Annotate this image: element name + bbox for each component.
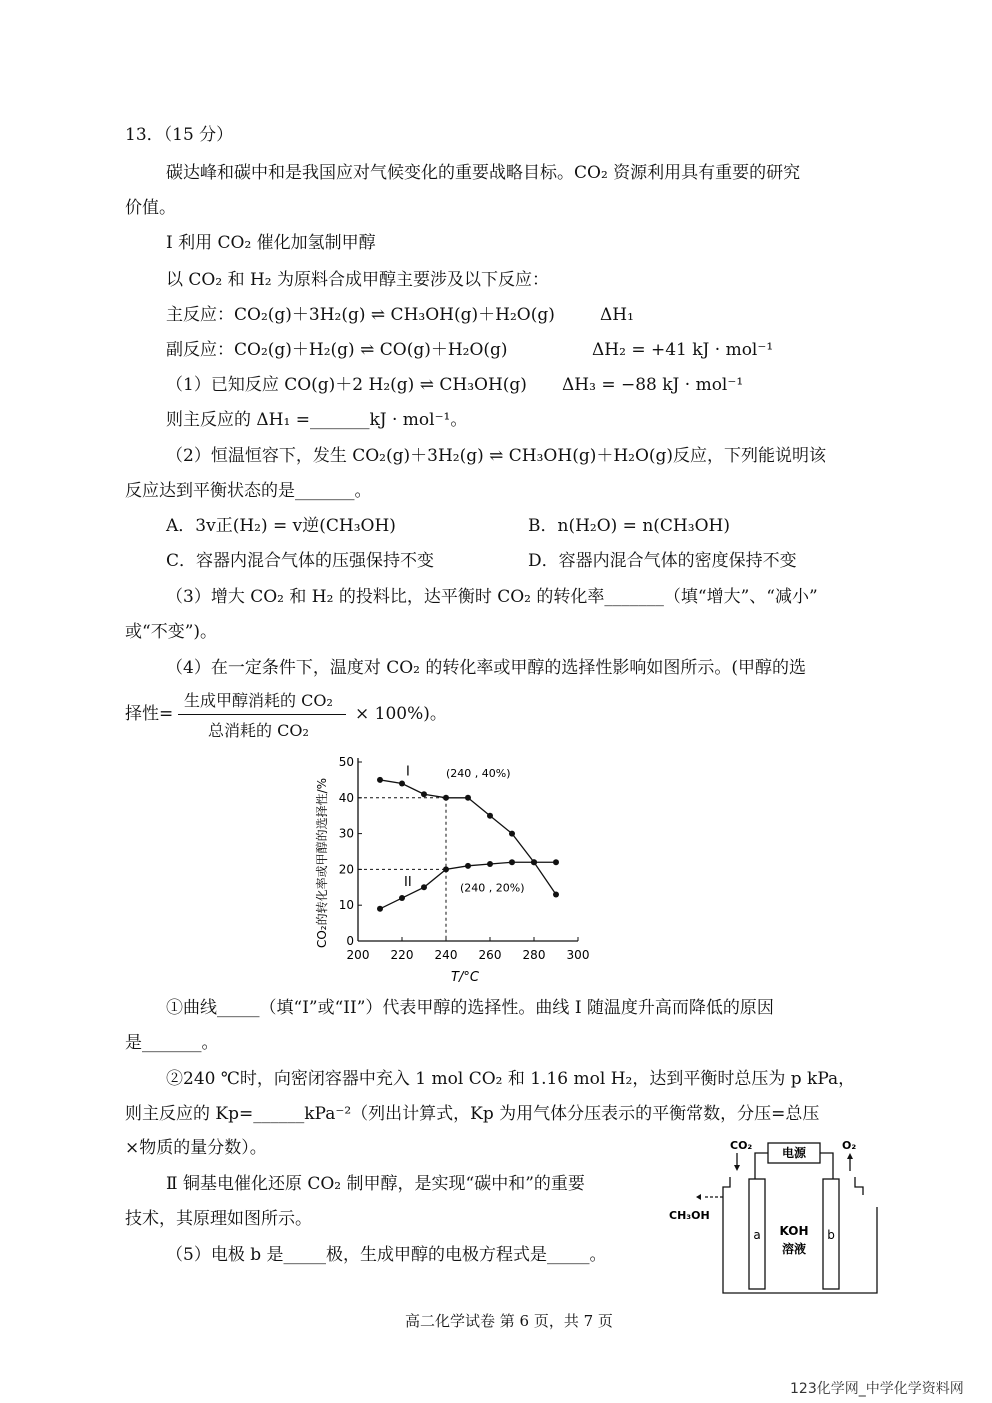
chart-point-II-220	[399, 895, 405, 901]
chart-x-tick-label-260: 260	[478, 948, 502, 962]
q2-option-b: B．n(H₂O) = n(CH₃OH)	[528, 516, 730, 536]
chart-x-axis-label: T/°C	[451, 970, 479, 985]
page-footer: 高二化学试卷 第 6 页，共 7 页	[405, 1312, 613, 1330]
q2-option-c: C．容器内混合气体的压强保持不变	[166, 551, 435, 571]
side-reaction-label: 副反应：	[166, 340, 234, 360]
electrode-a-label: a	[753, 1228, 761, 1242]
q4-2-text: ②240 ℃时，向密闭容器中充入 1 mol CO₂ 和 1.16 mol H₂，达到平衡时总压为 p kPa，	[166, 1069, 856, 1089]
q4-2-text-3: ×物质的量分数）。	[125, 1138, 267, 1158]
q5-text: （5）电极 b 是_____极，生成甲醇的电极方程式是_____。	[166, 1245, 607, 1265]
main-reaction-enthalpy: ΔH₁	[600, 305, 634, 325]
side-reaction-equation: CO₂(g)＋H₂(g) ⇌ CO(g)＋H₂O(g)	[234, 340, 508, 360]
chart-point-I-220	[399, 780, 405, 786]
chart-point-II-210	[377, 906, 383, 912]
chart-point-I-270	[509, 831, 515, 837]
q3-text-2: 或“不变”)。	[125, 622, 218, 642]
fraction-denominator: 总消耗的 CO₂	[208, 721, 309, 740]
part2-text-2: 技术，其原理如图所示。	[125, 1209, 312, 1229]
wire-right	[820, 1153, 833, 1179]
q2-option-a: A．3v正(H₂) = v逆(CH₃OH)	[166, 516, 396, 536]
o2-arrowhead-icon	[847, 1153, 853, 1159]
q4-1-text: ①曲线_____（填“I”或“II”）代表甲醇的选择性。曲线 I 随温度升高而降低的原因	[166, 998, 774, 1018]
chart-point-II-270	[509, 859, 515, 865]
chart-point-I-290	[553, 891, 559, 897]
q4-2-text-2: 则主反应的 Kp=______kPa⁻²（列出计算式，Kp 为用气体分压表示的平衡常数，分压=总压	[125, 1104, 820, 1124]
chart-y-tick-label-30: 30	[338, 826, 354, 841]
electrolysis-cell-diagram	[665, 1135, 885, 1300]
chart-point-II-240	[443, 866, 449, 872]
chart-point-I-250	[465, 795, 471, 801]
chart-point-I-230	[421, 791, 427, 797]
chart-point-I-240	[443, 795, 449, 801]
chart-x-tick-label-280: 280	[522, 948, 546, 962]
chart-point-II-280	[531, 859, 537, 865]
wire-left	[755, 1153, 768, 1179]
chart-series-label-II: II	[404, 875, 412, 891]
o2-outlet-pipe	[855, 1177, 863, 1195]
q2-option-d: D．容器内混合气体的密度保持不变	[528, 551, 797, 571]
side-reaction	[166, 338, 508, 362]
electrolyte-label-2: 溶液	[781, 1242, 807, 1256]
methanol-product-label: CH₃OH	[669, 1209, 710, 1222]
q2-text-2: 反应达到平衡状态的是_______。	[125, 481, 372, 501]
fraction-numerator: 生成甲醇消耗的 CO₂	[184, 691, 333, 710]
electrolyte-label: KOH	[779, 1224, 809, 1238]
q1-text: （1）已知反应 CO(g)＋2 H₂(g) ⇌ CH₃OH(g)	[166, 375, 527, 395]
main-reaction	[166, 303, 555, 327]
chart-y-tick-label-40: 40	[338, 790, 354, 805]
intro-line-2: 价值。	[125, 198, 176, 218]
q3-text: （3）增大 CO₂ 和 H₂ 的投料比，达平衡时 CO₂ 的转化率_______（填“增大”、“减小”	[166, 587, 818, 607]
chart-point-II-230	[421, 884, 427, 890]
q1-enthalpy: ΔH₃ = −88 kJ · mol⁻¹	[562, 375, 744, 395]
q4-1-text-2: 是_______。	[125, 1033, 219, 1053]
chart-plot-area	[339, 755, 590, 962]
chart-y-tick-label-10: 10	[338, 898, 354, 913]
chart-y-tick-label-50: 50	[338, 755, 354, 769]
chart-point-I-210	[377, 777, 383, 783]
chart-y-tick-label-20: 20	[338, 862, 354, 877]
main-reaction-label: 主反应：	[166, 305, 234, 325]
chart-x-tick-label-300: 300	[566, 948, 590, 962]
fraction-bar	[178, 714, 346, 715]
chart-series-label-I: I	[406, 764, 410, 780]
chart-x-tick-label-240: 240	[434, 948, 458, 962]
q4-selectivity-prefix: 择性=	[125, 704, 174, 724]
chart-y-axis-label: CO₂的转化率或甲醇的选择性/%	[315, 777, 329, 949]
q2-text: （2）恒温恒容下，发生 CO₂(g)＋3H₂(g) ⇌ CH₃OH(g)＋H₂O(g)反应，下列能说明该	[166, 446, 827, 466]
chart-annotation-1: (240 , 20%)	[460, 881, 525, 895]
question-number: 13．（15 分）	[125, 125, 234, 145]
chart-point-II-250	[465, 863, 471, 869]
intro-line-1: 碳达峰和碳中和是我国应对气候变化的重要战略目标。CO₂ 资源利用具有重要的研究	[166, 163, 801, 183]
chart-point-II-290	[553, 859, 559, 865]
power-supply-label: 电源	[781, 1146, 807, 1160]
part1-title: I 利用 CO₂ 催化加氢制甲醇	[166, 233, 376, 253]
part1-lead: 以 CO₂ 和 H₂ 为原料合成甲醇主要涉及以下反应：	[166, 270, 550, 290]
q4-text: （4）在一定条件下，温度对 CO₂ 的转化率或甲醇的选择性影响如图所示。(甲醇的选	[166, 658, 807, 678]
chart-annotation-0: (240 , 40%)	[446, 766, 511, 780]
electrode-b-label: b	[827, 1228, 835, 1242]
selectivity-fraction	[178, 688, 346, 740]
side-reaction-enthalpy: ΔH₂ = +41 kJ · mol⁻¹	[592, 340, 774, 360]
chart-x-tick-label-200: 200	[346, 948, 370, 962]
conversion-selectivity-chart	[300, 748, 600, 988]
co2-arrowhead-icon	[734, 1165, 740, 1171]
chart-y-tick-label-0: 0	[346, 934, 354, 948]
q4-selectivity-suffix: × 100%)。	[355, 704, 447, 724]
chart-x-tick-label-220: 220	[390, 948, 414, 962]
chart-point-I-260	[487, 813, 493, 819]
q1-ask: 则主反应的 ΔH₁ =_______kJ · mol⁻¹。	[166, 410, 468, 430]
watermark: 123化学网_中学化学资料网	[790, 1381, 964, 1397]
main-reaction-equation: CO₂(g)＋3H₂(g) ⇌ CH₃OH(g)＋H₂O(g)	[234, 305, 555, 325]
part2-text: Ⅱ 铜基电催化还原 CO₂ 制甲醇，是实现“碳中和”的重要	[166, 1174, 585, 1194]
co2-inlet-label: CO₂	[730, 1139, 753, 1152]
o2-outlet-label: O₂	[842, 1139, 857, 1152]
chart-point-II-260	[487, 861, 493, 867]
product-arrowhead-icon	[696, 1194, 701, 1200]
